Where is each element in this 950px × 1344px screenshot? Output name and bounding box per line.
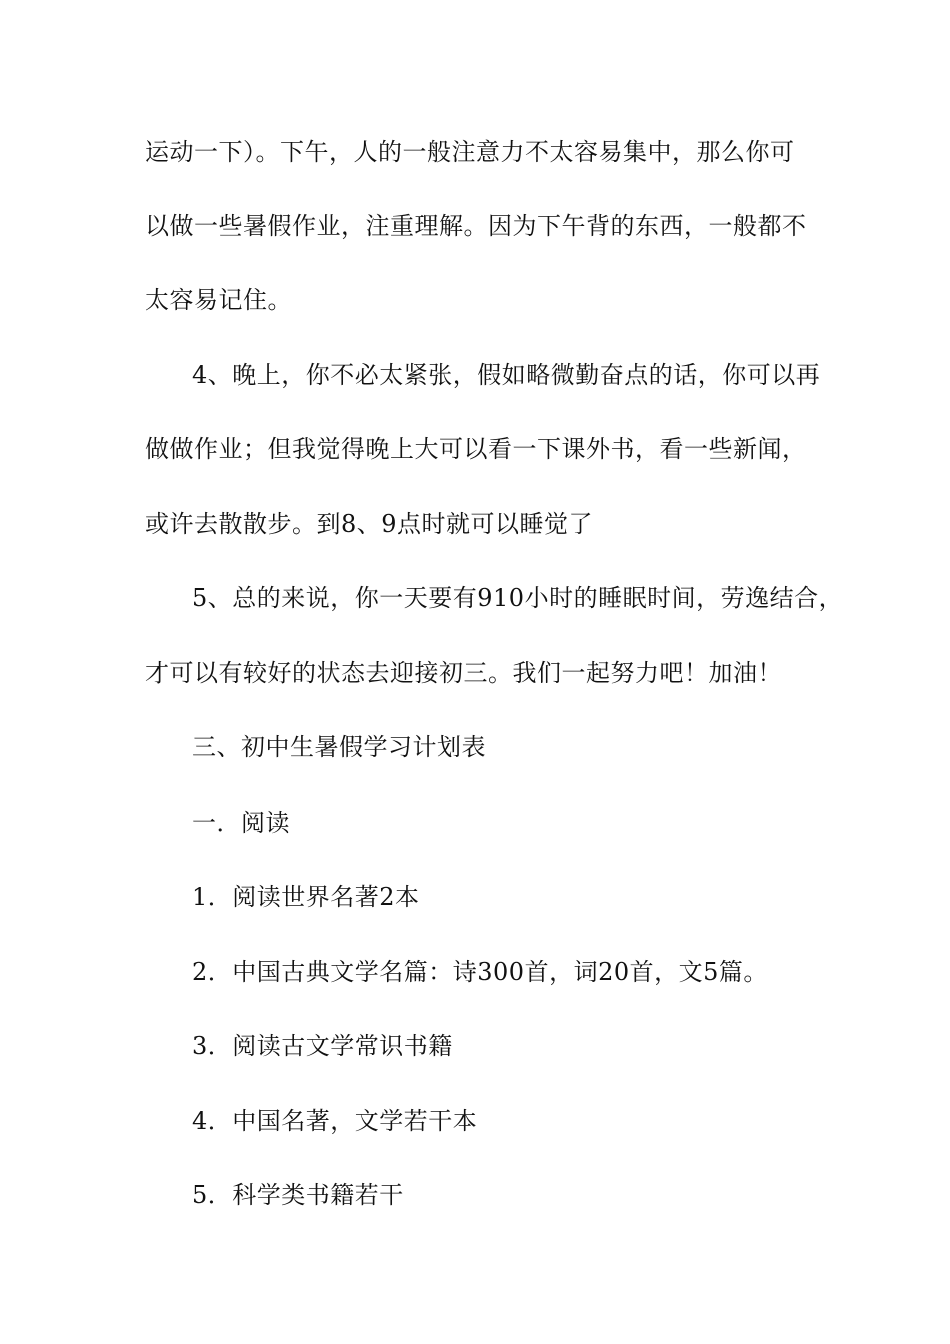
section-heading-study-plan: 三、初中生暑假学习计划表 bbox=[192, 733, 486, 761]
paragraph-line-evening-3: 或许去散散步。到8、9点时就可以睡觉了 bbox=[145, 510, 594, 538]
paragraph-line-afternoon-3: 太容易记住。 bbox=[145, 286, 292, 314]
paragraph-line-summary-2: 才可以有较好的状态去迎接初三。我们一起努力吧！加油！ bbox=[145, 659, 782, 687]
list-item-reading-2: 2．中国古典文学名篇：诗300首，词20首，文5篇。 bbox=[192, 958, 768, 986]
paragraph-line-afternoon-1: 运动一下）。下午，人的一般注意力不太容易集中，那么你可 bbox=[145, 138, 795, 166]
list-item-reading-3: 3．阅读古文学常识书籍 bbox=[192, 1032, 453, 1060]
list-item-reading-1: 1．阅读世界名著2本 bbox=[192, 883, 420, 911]
paragraph-line-evening-1: 4、晚上，你不必太紧张，假如略微勤奋点的话，你可以再 bbox=[192, 361, 821, 389]
list-item-reading-5: 5．科学类书籍若干 bbox=[192, 1181, 404, 1209]
subsection-heading-reading: 一．阅读 bbox=[192, 809, 290, 837]
paragraph-line-summary-1: 5、总的来说，你一天要有910小时的睡眠时间，劳逸结合， bbox=[192, 584, 844, 612]
paragraph-line-afternoon-2: 以做一些暑假作业，注重理解。因为下午背的东西，一般都不 bbox=[145, 212, 807, 240]
paragraph-line-evening-2: 做做作业；但我觉得晚上大可以看一下课外书，看一些新闻， bbox=[145, 435, 807, 463]
list-item-reading-4: 4．中国名著，文学若干本 bbox=[192, 1107, 478, 1135]
